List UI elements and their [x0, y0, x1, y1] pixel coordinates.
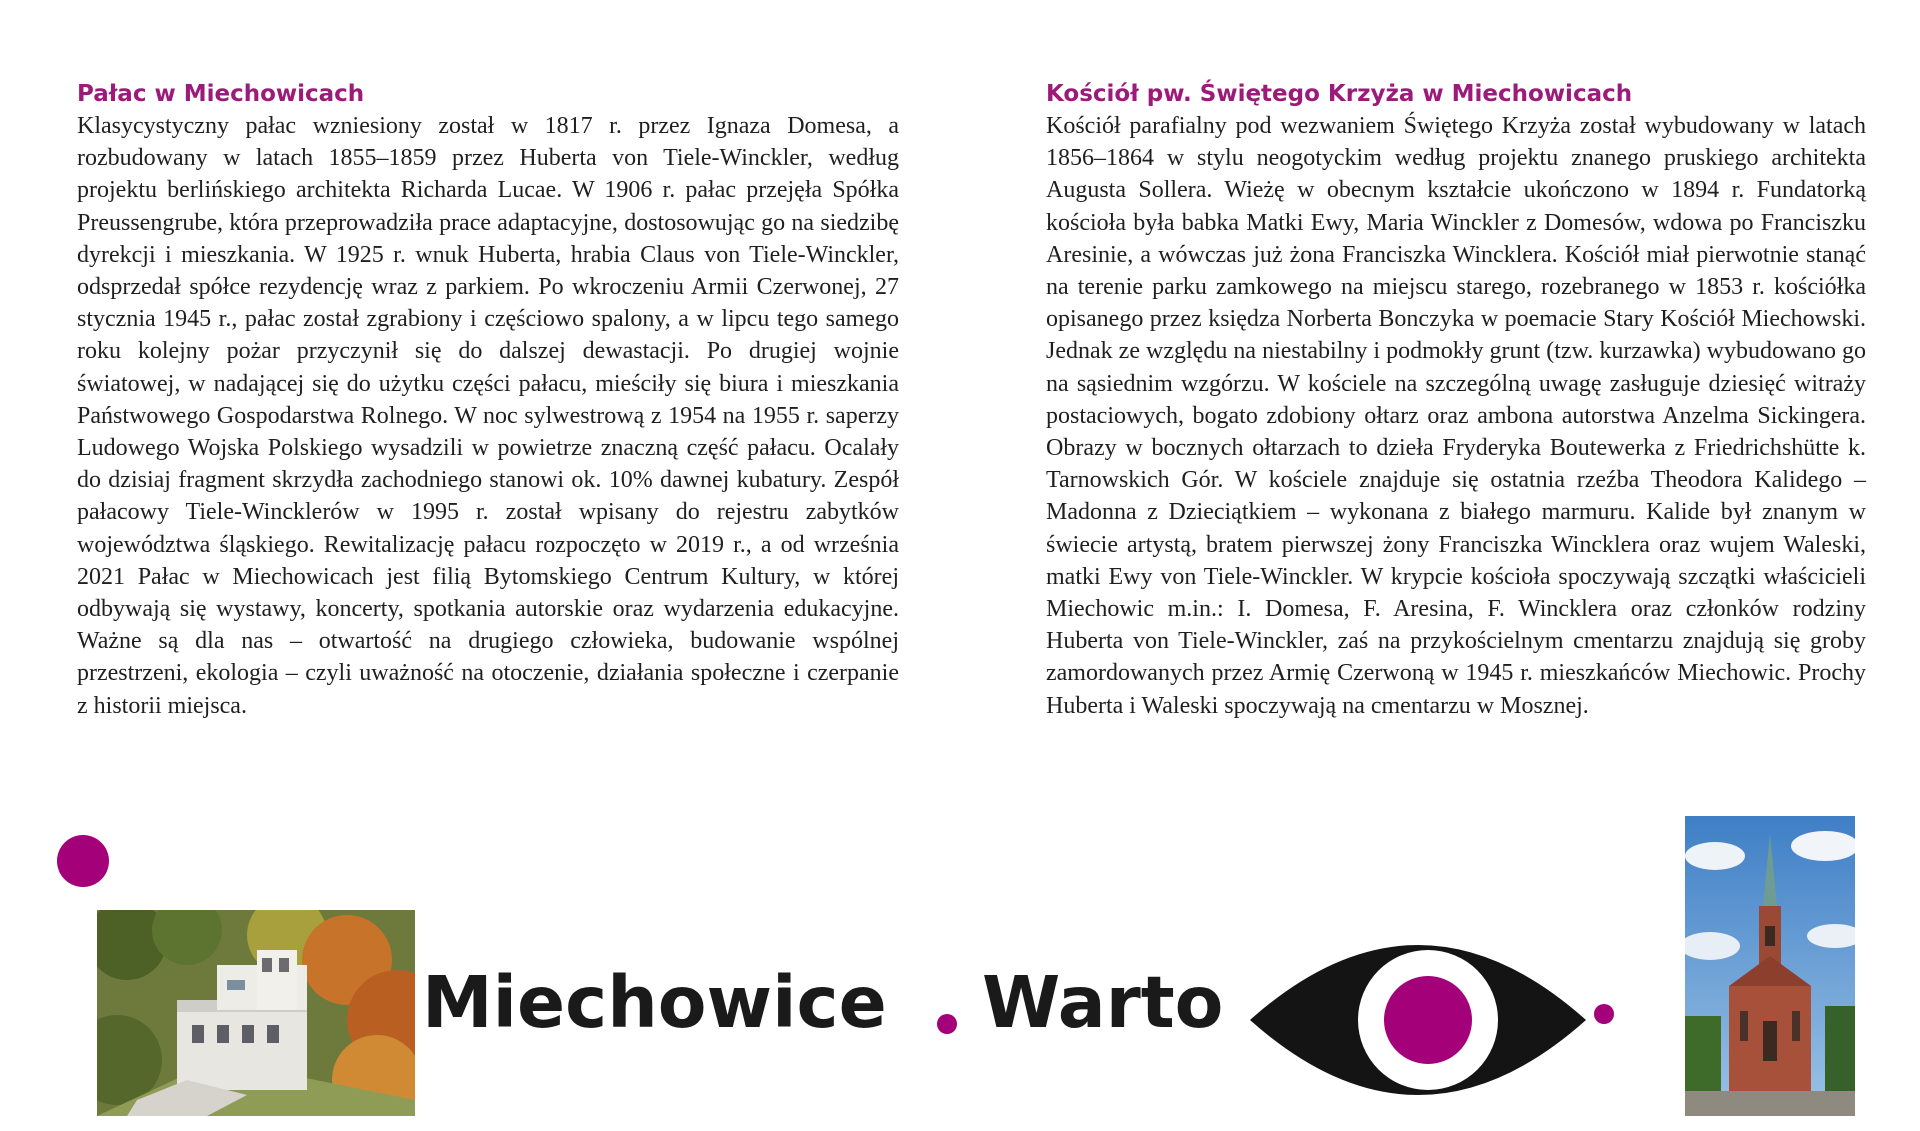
church-text: Kościół parafialny pod wezwaniem Świętego Krzyża został wybudowany w latach 1856–1864 w stylu neogotyckim według projektu znanego pruskiego architekta Augusta Sollera. Wieżę w obecnym kształcie ukończono w 1894 r. Fundatorką kościoła była babka Matki Ewy, Maria Winckler z Domesów, wdowa po Franciszku Aresinie, a wówczas już żona Franciszka Wincklera. Kościół miał pierwotnie stanąć na terenie parku zamkowego na miejscu starego, rozebranego w 1853 r. kościółka opisanego przez księdza Norberta Bonczyka w poemacie Stary Kościół Miechowski. Jednak ze względu na niestabilny i podmokły grunt (tzw. kurzawka) wybudowano go na sąsiednim wzgórzu. W kościele na szczególną uwagę zasługuje dziesięć witraży postaciowych, bogato zdobiony ołtarz oraz ambona autorstwa Anzelma Sickingera. Obrazy w bocznych ołtarzach to dzieła Fryderyka Boutewerka z Friedrichshütte k. Tarnowskich Gór. W kościele znajduje się ostatnia rzeźba Theodora Kalidego – Madonna z Dzieciątkiem – wykonana z białego marmuru. Kalide był znanym w świecie artystą, bratem pierwszej żony Franciszka Wincklera oraz wujem Waleski, matki Ewy von Tiele-Winckler. W krypcie kościoła spoczywają szczątki właścicieli Miechowic m.in.: I. Domesa, F. Aresina, F. Wincklera oraz członków rodziny Huberta von Tiele-Winckler, zaś na przykościelnym cmentarzu znajdują się groby zamordowanych przez Armię Czerwoną w 1945 r. mieszkańców Miechowic. Prochy Huberta i Waleski spoczywają na cmentarzu w Mosznej.	[1046, 113, 1866, 719]
palace-text: Klasycystyczny pałac wzniesiony został w 1817 r. przez Ignaza Domesa, a rozbudowany w latach 1855–1859 przez Huberta von Tiele-Winckler, według projektu berlińskiego architekta Richarda Lucae. W 1906 r. pałac przejęła Spółka Preussengrube, która przeprowadziła prace adaptacyjne, dostosowując go na siedzibę dyrekcji i mieszkania. W 1925 r. wnuk Huberta, hrabia Claus von Tiele-Winckler, odsprzedał spółce rezydencję wraz z parkiem. Po wkroczeniu Armii Czerwonej, 27 stycznia 1945 r., pałac został zgrabiony i częściowo spalony, a w lipcu tego samego roku kolejny pożar przyczynił się do dalszej dewastacji. Po drugiej wojnie światowej, w nadającej się do użytku części pałacu, mieściły się biura i mieszkania Państwowego Gospodarstwa Rolnego. W noc sylwestrową z 1954 na 1955 r. saperzy Ludowego Wojska Polskiego wysadzili w powietrze znaczną część pałacu. Ocalały do dzisiaj fragment skrzydła zachodniego stanowi ok. 10% dawnej kubatury. Zespół pałacowy Tiele-Wincklerów w 1995 r. został wpisany do rejestru zabytków województwa śląskiego. Rewitalizację pałacu rozpoczęto w 2019 r., a od września 2021 Pałac w Miechowicach jest filią Bytomskiego Centrum Kultury, w której odbywają się wystawy, koncerty, spotkania autorskie oraz wydarzenia edukacyjne. Ważne są dla nas – otwartość na drugiego człowieka, budowanie wspólnej przestrzeni, ekologia – czyli uważność na otoczenie, działania społeczne i czerpanie z historii miejsca.	[77, 113, 899, 719]
slogan-miechowice: Miechowice	[422, 961, 887, 1044]
decorative-dot	[57, 835, 109, 887]
church-photo	[1685, 816, 1855, 1116]
separator-dot	[937, 1014, 957, 1034]
slogan	[422, 958, 887, 1048]
end-dot	[1594, 1004, 1614, 1024]
palace-photo	[97, 910, 415, 1116]
eye-icon	[1248, 930, 1588, 1110]
church-section	[1046, 78, 1866, 722]
church-title: Kościół pw. Świętego Krzyża w Miechowicach	[1046, 81, 1633, 107]
palace-title: Pałac w Miechowicach	[77, 81, 365, 107]
slogan-warto: Warto	[982, 961, 1224, 1044]
palace-section	[77, 78, 899, 722]
slogan-warto-wrap	[982, 958, 1223, 1048]
